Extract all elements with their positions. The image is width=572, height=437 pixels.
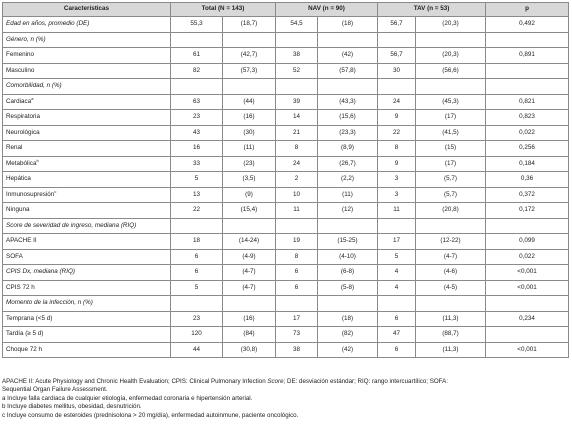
total-percent-cell: (15,4)	[223, 203, 276, 219]
total-percent-cell: (3,5)	[223, 172, 276, 188]
total-count-cell: 6	[171, 249, 223, 265]
nav-percent-cell: (42)	[318, 342, 378, 358]
table-section-row	[3, 32, 569, 48]
nav-percent-cell: (23,3)	[318, 125, 378, 141]
table-row	[3, 110, 569, 126]
header-nav: NAV (n = 90)	[276, 3, 378, 17]
total-percent-cell: (16)	[223, 110, 276, 126]
nav-percent-cell: (18)	[318, 17, 378, 33]
p-value-cell: <0,001	[486, 342, 569, 358]
tav-percent-cell: (5,7)	[416, 187, 486, 203]
tav-count-cell: 3	[378, 172, 416, 188]
total-percent-cell: (11)	[223, 141, 276, 157]
nav-percent-cell: (26,7)	[318, 156, 378, 172]
empty-cell	[416, 79, 486, 95]
nav-count-cell: 38	[276, 48, 318, 64]
empty-cell	[318, 296, 378, 312]
empty-cell	[378, 218, 416, 234]
total-percent-cell: (30)	[223, 125, 276, 141]
table-row	[3, 342, 569, 358]
row-label: SOFA	[3, 249, 171, 265]
tav-percent-cell: (41,5)	[416, 125, 486, 141]
total-count-cell: 23	[171, 311, 223, 327]
p-value-cell	[486, 327, 569, 343]
table-row	[3, 17, 569, 33]
total-count-cell: 33	[171, 156, 223, 172]
tav-count-cell: 56,7	[378, 48, 416, 64]
tav-count-cell: 9	[378, 156, 416, 172]
total-percent-cell: (42,7)	[223, 48, 276, 64]
total-count-cell: 55,3	[171, 17, 223, 33]
total-percent-cell: (23)	[223, 156, 276, 172]
footnote-marker: c	[54, 188, 57, 194]
nav-count-cell: 54,5	[276, 17, 318, 33]
nav-percent-cell: (12)	[318, 203, 378, 219]
total-percent-cell: (9)	[223, 187, 276, 203]
table-row	[3, 249, 569, 265]
tav-count-cell: 47	[378, 327, 416, 343]
empty-cell	[223, 296, 276, 312]
total-count-cell: 18	[171, 234, 223, 250]
total-percent-cell: (18,7)	[223, 17, 276, 33]
empty-cell	[378, 79, 416, 95]
row-label: Renal	[3, 141, 171, 157]
header-p: p	[486, 3, 569, 17]
nav-count-cell: 21	[276, 125, 318, 141]
footnotes	[2, 378, 568, 420]
tav-count-cell: 4	[378, 280, 416, 296]
total-count-cell: 5	[171, 280, 223, 296]
total-count-cell: 44	[171, 342, 223, 358]
row-label: Inmunosupresión$^c$	[3, 187, 171, 203]
row-label: Respiratoria	[3, 110, 171, 126]
row-label: CPIS Dx, mediana (RIQ)	[3, 265, 171, 281]
total-percent-cell: (44)	[223, 94, 276, 110]
p-value-cell: 0,492	[486, 17, 569, 33]
section-label: Score de severidad de ingreso, mediana (RIQ)	[3, 218, 171, 234]
tav-count-cell: 9	[378, 110, 416, 126]
tav-percent-cell: (45,3)	[416, 94, 486, 110]
p-value-cell: 0,184	[486, 156, 569, 172]
total-percent-cell: (4-9)	[223, 249, 276, 265]
p-value-cell: 0,372	[486, 187, 569, 203]
empty-cell	[416, 296, 486, 312]
empty-cell	[276, 32, 318, 48]
total-percent-cell: (57,3)	[223, 63, 276, 79]
row-label: APACHE II	[3, 234, 171, 250]
tav-count-cell: 6	[378, 342, 416, 358]
row-label: Tardía (≥ 5 d)	[3, 327, 171, 343]
empty-cell	[318, 79, 378, 95]
row-label: Femenino	[3, 48, 171, 64]
nav-percent-cell: (8,9)	[318, 141, 378, 157]
tav-percent-cell: (4-5)	[416, 280, 486, 296]
empty-cell	[486, 296, 569, 312]
tav-count-cell: 6	[378, 311, 416, 327]
p-value-cell: 0,022	[486, 249, 569, 265]
tav-percent-cell: (20,8)	[416, 203, 486, 219]
empty-cell	[378, 32, 416, 48]
empty-cell	[276, 218, 318, 234]
nav-percent-cell: (42)	[318, 48, 378, 64]
section-label: Género, n (%)	[3, 32, 171, 48]
tav-percent-cell: (17)	[416, 156, 486, 172]
table-section-row	[3, 218, 569, 234]
nav-count-cell: 38	[276, 342, 318, 358]
p-value-cell: 0,256	[486, 141, 569, 157]
p-value-cell: 0,891	[486, 48, 569, 64]
footnote-marker: a	[31, 95, 34, 101]
table-section-row	[3, 296, 569, 312]
table-row	[3, 265, 569, 281]
p-value-cell: 0,234	[486, 311, 569, 327]
total-percent-cell: (4-7)	[223, 265, 276, 281]
empty-cell	[416, 218, 486, 234]
tav-percent-cell: (11,3)	[416, 342, 486, 358]
empty-cell	[486, 79, 569, 95]
row-label: Cardiaca$^a$	[3, 94, 171, 110]
row-label: Temprana (<5 d)	[3, 311, 171, 327]
table-row	[3, 94, 569, 110]
tav-count-cell: 17	[378, 234, 416, 250]
total-count-cell: 6	[171, 265, 223, 281]
section-label: Comorbilidad, n (%)	[3, 79, 171, 95]
tav-count-cell: 56,7	[378, 17, 416, 33]
tav-count-cell: 8	[378, 141, 416, 157]
table-row	[3, 280, 569, 296]
nav-percent-cell: (4-10)	[318, 249, 378, 265]
empty-cell	[318, 218, 378, 234]
nav-count-cell: 10	[276, 187, 318, 203]
p-value-cell: 0,022	[486, 125, 569, 141]
table-row	[3, 234, 569, 250]
total-percent-cell: (84)	[223, 327, 276, 343]
table-row	[3, 48, 569, 64]
total-count-cell: 61	[171, 48, 223, 64]
row-label: Ninguna	[3, 203, 171, 219]
nav-count-cell: 8	[276, 249, 318, 265]
footnote-marker: b	[36, 157, 39, 163]
nav-percent-cell: (57,8)	[318, 63, 378, 79]
tav-count-cell: 5	[378, 249, 416, 265]
total-count-cell: 5	[171, 172, 223, 188]
row-label: Hepática	[3, 172, 171, 188]
empty-cell	[223, 79, 276, 95]
footnote-abbreviations-cont: Sequential Organ Failure Assessment.	[2, 386, 108, 394]
total-count-cell: 63	[171, 94, 223, 110]
footnote-c: c Incluye consumo de esteroides (prednisolona > 20 mg/día), enfermedad autoinmune, paciente oncológico.	[2, 411, 299, 419]
table-row	[3, 63, 569, 79]
nav-count-cell: 17	[276, 311, 318, 327]
tav-percent-cell: (56,6)	[416, 63, 486, 79]
tav-count-cell: 11	[378, 203, 416, 219]
tav-count-cell: 22	[378, 125, 416, 141]
p-value-cell: 0,172	[486, 203, 569, 219]
tav-count-cell: 4	[378, 265, 416, 281]
table-body	[3, 17, 569, 358]
empty-cell	[416, 32, 486, 48]
row-label: Choque 72 h	[3, 342, 171, 358]
row-label: Edad en años, promedio (DE)	[3, 17, 171, 33]
tav-percent-cell: (4-6)	[416, 265, 486, 281]
nav-count-cell: 6	[276, 265, 318, 281]
tav-percent-cell: (4-7)	[416, 249, 486, 265]
nav-percent-cell: (15-25)	[318, 234, 378, 250]
total-percent-cell: (16)	[223, 311, 276, 327]
empty-cell	[171, 32, 223, 48]
header-characteristics: Características	[3, 3, 171, 17]
p-value-cell: <0,001	[486, 280, 569, 296]
tav-percent-cell: (15)	[416, 141, 486, 157]
nav-percent-cell: (43,3)	[318, 94, 378, 110]
p-value-cell: 0,823	[486, 110, 569, 126]
table-header-row	[3, 3, 569, 17]
tav-count-cell: 30	[378, 63, 416, 79]
tav-count-cell: 24	[378, 94, 416, 110]
p-value-cell: <0,001	[486, 265, 569, 281]
empty-cell	[378, 296, 416, 312]
nav-percent-cell: (2,2)	[318, 172, 378, 188]
empty-cell	[486, 32, 569, 48]
tav-count-cell: 3	[378, 187, 416, 203]
nav-percent-cell: (15,6)	[318, 110, 378, 126]
table-section-row	[3, 79, 569, 95]
characteristics-table	[2, 2, 569, 358]
p-value-cell: 0,821	[486, 94, 569, 110]
p-value-cell: 0,099	[486, 234, 569, 250]
tav-percent-cell: (20,3)	[416, 17, 486, 33]
row-label: CPIS 72 h	[3, 280, 171, 296]
tav-percent-cell: (88,7)	[416, 327, 486, 343]
nav-percent-cell: (82)	[318, 327, 378, 343]
empty-cell	[318, 32, 378, 48]
p-value-cell	[486, 63, 569, 79]
empty-cell	[171, 79, 223, 95]
total-count-cell: 13	[171, 187, 223, 203]
total-percent-cell: (30,8)	[223, 342, 276, 358]
nav-count-cell: 52	[276, 63, 318, 79]
p-value-cell: 0,36	[486, 172, 569, 188]
total-count-cell: 23	[171, 110, 223, 126]
table-row	[3, 187, 569, 203]
nav-count-cell: 2	[276, 172, 318, 188]
table-row	[3, 125, 569, 141]
empty-cell	[171, 296, 223, 312]
nav-percent-cell: (18)	[318, 311, 378, 327]
empty-cell	[171, 218, 223, 234]
header-tav: TAV (n = 53)	[378, 3, 486, 17]
section-label: Momento de la infección, n (%)	[3, 296, 171, 312]
empty-cell	[276, 79, 318, 95]
nav-count-cell: 19	[276, 234, 318, 250]
table-row	[3, 141, 569, 157]
tav-percent-cell: (11,3)	[416, 311, 486, 327]
row-label: Neurológica	[3, 125, 171, 141]
tav-percent-cell: (5,7)	[416, 172, 486, 188]
total-percent-cell: (14-24)	[223, 234, 276, 250]
empty-cell	[223, 218, 276, 234]
nav-count-cell: 11	[276, 203, 318, 219]
table-row	[3, 311, 569, 327]
row-label: Masculino	[3, 63, 171, 79]
nav-count-cell: 24	[276, 156, 318, 172]
nav-count-cell: 39	[276, 94, 318, 110]
total-count-cell: 16	[171, 141, 223, 157]
table-row	[3, 172, 569, 188]
nav-count-cell: 8	[276, 141, 318, 157]
table-row	[3, 203, 569, 219]
tav-percent-cell: (17)	[416, 110, 486, 126]
total-count-cell: 43	[171, 125, 223, 141]
empty-cell	[223, 32, 276, 48]
table-row	[3, 156, 569, 172]
total-count-cell: 82	[171, 63, 223, 79]
nav-count-cell: 73	[276, 327, 318, 343]
table-row	[3, 327, 569, 343]
nav-percent-cell: (11)	[318, 187, 378, 203]
nav-count-cell: 14	[276, 110, 318, 126]
empty-cell	[276, 296, 318, 312]
empty-cell	[486, 218, 569, 234]
total-count-cell: 22	[171, 203, 223, 219]
row-label: Metabólica$^b$	[3, 156, 171, 172]
nav-count-cell: 6	[276, 280, 318, 296]
footnote-a: a Incluye falla cardiaca de cualquier etiología, enfermedad coronaria e hipertensión arterial.	[2, 394, 253, 402]
nav-percent-cell: (6-8)	[318, 265, 378, 281]
footnote-abbreviations: APACHE II: Acute Physiology and Chronic Health Evaluation; CPIS: Clinical Pulmonary Infection Score; DE: desviación estándar; RIQ: rango intercuartílico; SOFA:	[2, 378, 448, 385]
nav-percent-cell: (5-8)	[318, 280, 378, 296]
footnote-b: b Incluye diabetes mellitus, obesidad, desnutrición.	[2, 403, 142, 411]
header-total: Total (N = 143)	[171, 3, 276, 17]
total-count-cell: 120	[171, 327, 223, 343]
tav-percent-cell: (20,3)	[416, 48, 486, 64]
tav-percent-cell: (12-22)	[416, 234, 486, 250]
total-percent-cell: (4-7)	[223, 280, 276, 296]
